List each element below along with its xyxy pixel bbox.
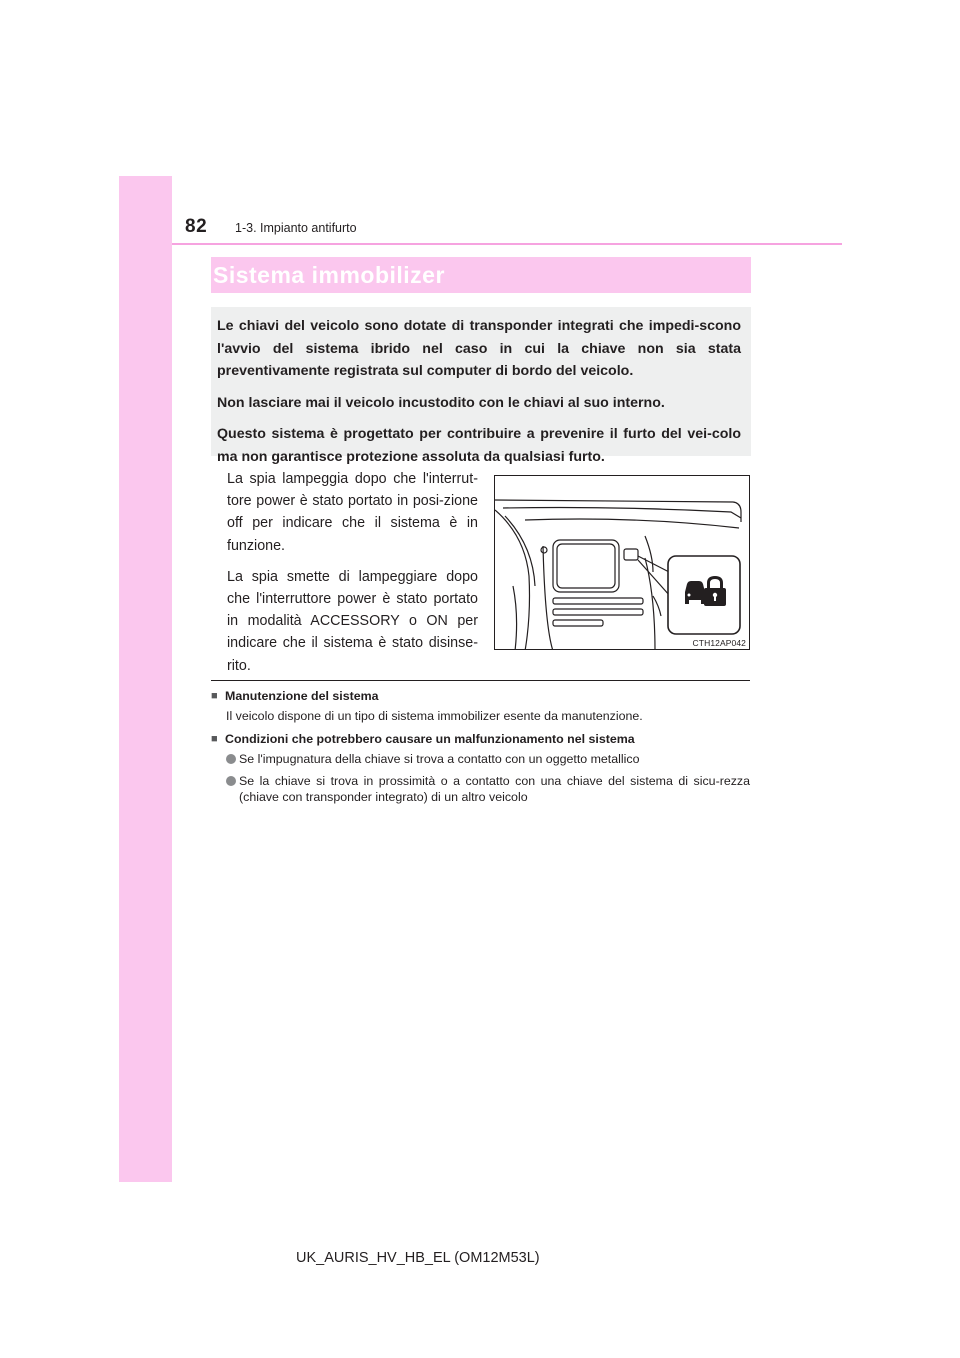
intro-paragraph: Le chiavi del veicolo sono dotate di transponder integrati che impedi-scono l'avvio del sistema ibrido nel caso in cui la chiave non sia stata preventivamente registrata sul computer di bordo del veicolo. [217, 318, 741, 379]
indicator-description [227, 468, 478, 686]
description-paragraph: La spia smette di lampeggiare dopo che l'interruttore power è stato portato in modalità ACCESSORY o ON per indicare che il sistema è stato disinse-rito. [227, 568, 478, 674]
intro-box [211, 307, 751, 465]
square-marker-icon: ■ [211, 690, 218, 702]
page-number: 82 [185, 216, 208, 237]
bullet-dot-icon [226, 754, 236, 764]
note-body: Il veicolo dispone di un tipo di sistema immobilizer esente da manutenzione. [226, 709, 643, 723]
page-title: Sistema immobilizer [213, 262, 445, 288]
description-paragraph: La spia lampeggia dopo che l'interrut-tore power è stato portato in posi-zione off per indicare che il sistema è in funzione. [227, 471, 478, 554]
intro-paragraph: Non lasciare mai il veicolo incustodito con le chiavi al suo interno. [217, 394, 665, 411]
list-item-text: Se l'impugnatura della chiave si trova a contatto con un oggetto metallico [239, 752, 640, 766]
list-item-text: Se la chiave si trova in prossimità o a contatto con una chiave del sistema di sicu-rezza (chiave con transponder integrato) di un altro veicolo [239, 774, 750, 804]
footer-document-code: UK_AURIS_HV_HB_EL (OM12M53L) [296, 1250, 540, 1266]
list-item [226, 773, 750, 805]
title-bar [211, 257, 751, 293]
square-marker-icon: ■ [211, 733, 218, 745]
notes-divider [211, 680, 750, 681]
figure-caption: CTH12AP042 [692, 638, 746, 648]
list-item [226, 751, 750, 767]
side-tab-band [119, 176, 172, 1182]
intro-paragraph: Questo sistema è progettato per contribuire a prevenire il furto del vei-colo ma non garantisce protezione assoluta da qualsiasi furto. [217, 426, 741, 465]
note-title: Condizioni che potrebbero causare un malfunzionamento nel sistema [225, 732, 635, 746]
bullet-dot-icon [226, 776, 236, 786]
dashboard-drawing [495, 476, 750, 650]
section-label: 1-3. Impianto antifurto [235, 221, 357, 235]
note-heading-malfunction [211, 731, 750, 747]
dashboard-illustration [494, 475, 750, 650]
note-title: Manutenzione del sistema [225, 689, 379, 703]
note-heading-maintenance [211, 688, 750, 704]
notes-section [211, 688, 750, 811]
header-rule [172, 243, 842, 245]
